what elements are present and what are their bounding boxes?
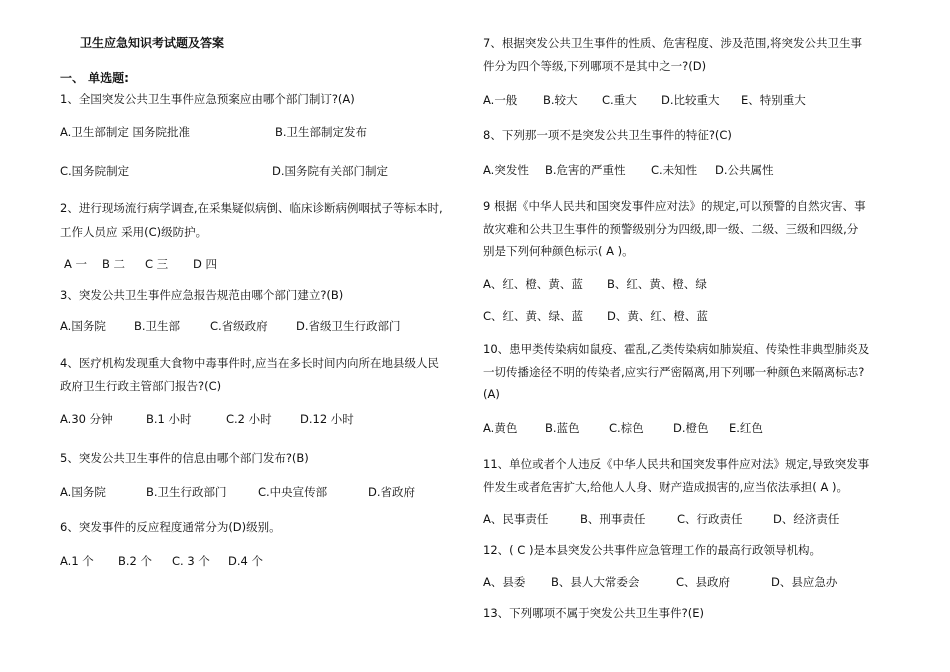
q3-option-c: C.省级政府 xyxy=(210,319,268,333)
q2-options xyxy=(60,256,217,272)
q3-option-b: B.卫生部 xyxy=(134,319,181,333)
q4-option-c: C.2 小时 xyxy=(226,412,272,426)
question-11-line-2: 件发生或者危害扩大,给他人人身、财产造成损害的,应当依法承担( A )。 xyxy=(483,480,848,494)
question-10-line-3: (A) xyxy=(483,387,500,401)
q7-option-b: B.较大 xyxy=(543,93,578,107)
q8-option-d: D.公共属性 xyxy=(715,163,774,177)
q6-option-b: B.2 个 xyxy=(118,554,153,568)
q4-options xyxy=(60,411,354,427)
q5-option-d: D.省政府 xyxy=(368,485,416,499)
q2-option-a: A 一 xyxy=(64,257,88,271)
q12-option-d: D、县应急办 xyxy=(771,575,838,589)
q3-options xyxy=(60,318,401,334)
q4-option-a: A.30 分钟 xyxy=(60,412,113,426)
question-10-line-1: 10、患甲类传染病如鼠疫、霍乱,乙类传染病如肺炭疽、传染性非典型肺炎及 xyxy=(483,342,870,356)
q11-option-d: D、经济责任 xyxy=(773,512,840,526)
question-9-line-1: 9 根据《中华人民共和国突发事件应对法》的规定,可以预警的自然灾害、事 xyxy=(483,199,866,213)
q9-option-d: D、黄、红、橙、蓝 xyxy=(607,309,708,323)
q7-option-d: D.比较重大 xyxy=(661,93,720,107)
q11-option-c: C、行政责任 xyxy=(677,512,743,526)
q2-option-b: B 二 xyxy=(102,257,126,271)
q6-option-d: D.4 个 xyxy=(228,554,263,568)
q8-option-b: B.危害的严重性 xyxy=(545,163,626,177)
question-12: 12、( C )是本县突发公共事件应急管理工作的最高行政领导机构。 xyxy=(483,543,821,557)
q10-options xyxy=(483,420,763,436)
q8-option-a: A.突发性 xyxy=(483,163,529,177)
q1-option-b: B.卫生部制定发布 xyxy=(275,125,368,139)
q6-options xyxy=(60,553,263,569)
question-4-line-1: 4、医疗机构发现重大食物中毒事件时,应当在多长时间内向所在地县级人民 xyxy=(60,356,439,370)
q4-option-b: B.1 小时 xyxy=(146,412,192,426)
document-title: 卫生应急知识考试题及答案 xyxy=(80,36,225,50)
q12-options xyxy=(483,574,837,590)
q5-options xyxy=(60,484,415,500)
question-13: 13、下列哪项不属于突发公共卫生事件?(E) xyxy=(483,606,704,620)
q10-option-a: A.黄色 xyxy=(483,421,518,435)
q10-option-d: D.橙色 xyxy=(673,421,709,435)
q2-option-c: C 三 xyxy=(145,257,169,271)
q11-options xyxy=(483,511,839,527)
q3-option-a: A.国务院 xyxy=(60,319,106,333)
q6-option-c: C. 3 个 xyxy=(172,554,210,568)
section-title: 一、 单选题: xyxy=(60,71,129,85)
q9-option-b: B、红、黄、橙、绿 xyxy=(607,277,707,291)
q1-option-d: D.国务院有关部门制定 xyxy=(272,164,389,178)
question-9-line-2: 故灾难和公共卫生事件的预警级别分为四级,即一级、二级、三级和四级,分 xyxy=(483,222,859,236)
q12-option-c: C、县政府 xyxy=(676,575,731,589)
q11-option-a: A、民事责任 xyxy=(483,512,549,526)
question-1: 1、全国突发公共卫生事件应急预案应由哪个部门制订?(A) xyxy=(60,92,355,106)
q7-option-c: C.重大 xyxy=(602,93,637,107)
q12-option-a: A、县委 xyxy=(483,575,526,589)
q9-options-row-2 xyxy=(483,308,708,324)
q12-option-b: B、县人大常委会 xyxy=(551,575,640,589)
question-7-line-1: 7、根据突发公共卫生事件的性质、危害程度、涉及范围,将突发公共卫生事 xyxy=(483,36,862,50)
q7-option-e: E、特别重大 xyxy=(741,93,806,107)
q9-option-c: C、红、黄、绿、蓝 xyxy=(483,309,584,323)
q2-option-d: D 四 xyxy=(193,257,218,271)
q6-option-a: A.1 个 xyxy=(60,554,94,568)
q9-options-row-1 xyxy=(483,276,707,292)
q5-option-b: B.卫生行政部门 xyxy=(146,485,227,499)
question-8: 8、下列那一项不是突发公共卫生事件的特征?(C) xyxy=(483,128,732,142)
q8-options xyxy=(483,162,774,178)
q8-option-c: C.未知性 xyxy=(651,163,698,177)
question-11-line-1: 11、单位或者个人违反《中华人民共和国突发事件应对法》规定,导致突发事 xyxy=(483,457,870,471)
q7-options xyxy=(483,92,806,108)
q9-option-a: A、红、橙、黄、蓝 xyxy=(483,277,583,291)
q10-option-c: C.棕色 xyxy=(609,421,644,435)
question-2-line-1: 2、进行现场流行病学调查,在采集疑似病倒、临床诊断病例咽拭子等标本时, xyxy=(60,201,443,215)
q5-option-a: A.国务院 xyxy=(60,485,106,499)
question-7-line-2: 件分为四个等级,下列哪项不是其中之一?(D) xyxy=(483,59,707,73)
question-6: 6、突发事件的反应程度通常分为(D)级别。 xyxy=(60,520,281,534)
q1-option-a: A.卫生部制定 国务院批准 xyxy=(60,125,190,139)
question-3: 3、突发公共卫生事件应急报告规范由哪个部门建立?(B) xyxy=(60,288,344,302)
question-10-line-2: 一切传播途径不明的传染者,应实行严密隔离,用下列哪一种颜色来隔离标志? xyxy=(483,365,865,379)
question-4-line-2: 政府卫生行政主管部门报告?(C) xyxy=(60,379,222,393)
q4-option-d: D.12 小时 xyxy=(300,412,354,426)
question-2-line-2: 工作人员应 采用(C)级防护。 xyxy=(60,225,208,239)
question-9-line-3: 别是下列何种颜色标示( A )。 xyxy=(483,244,634,258)
q11-option-b: B、刑事责任 xyxy=(580,512,646,526)
q5-option-c: C.中央宣传部 xyxy=(258,485,328,499)
q3-option-d: D.省级卫生行政部门 xyxy=(296,319,401,333)
q1-option-c: C.国务院制定 xyxy=(60,164,130,178)
question-5: 5、突发公共卫生事件的信息由哪个部门发布?(B) xyxy=(60,451,309,465)
q7-option-a: A.一般 xyxy=(483,93,518,107)
q10-option-b: B.蓝色 xyxy=(545,421,580,435)
q10-option-e: E.红色 xyxy=(729,421,763,435)
